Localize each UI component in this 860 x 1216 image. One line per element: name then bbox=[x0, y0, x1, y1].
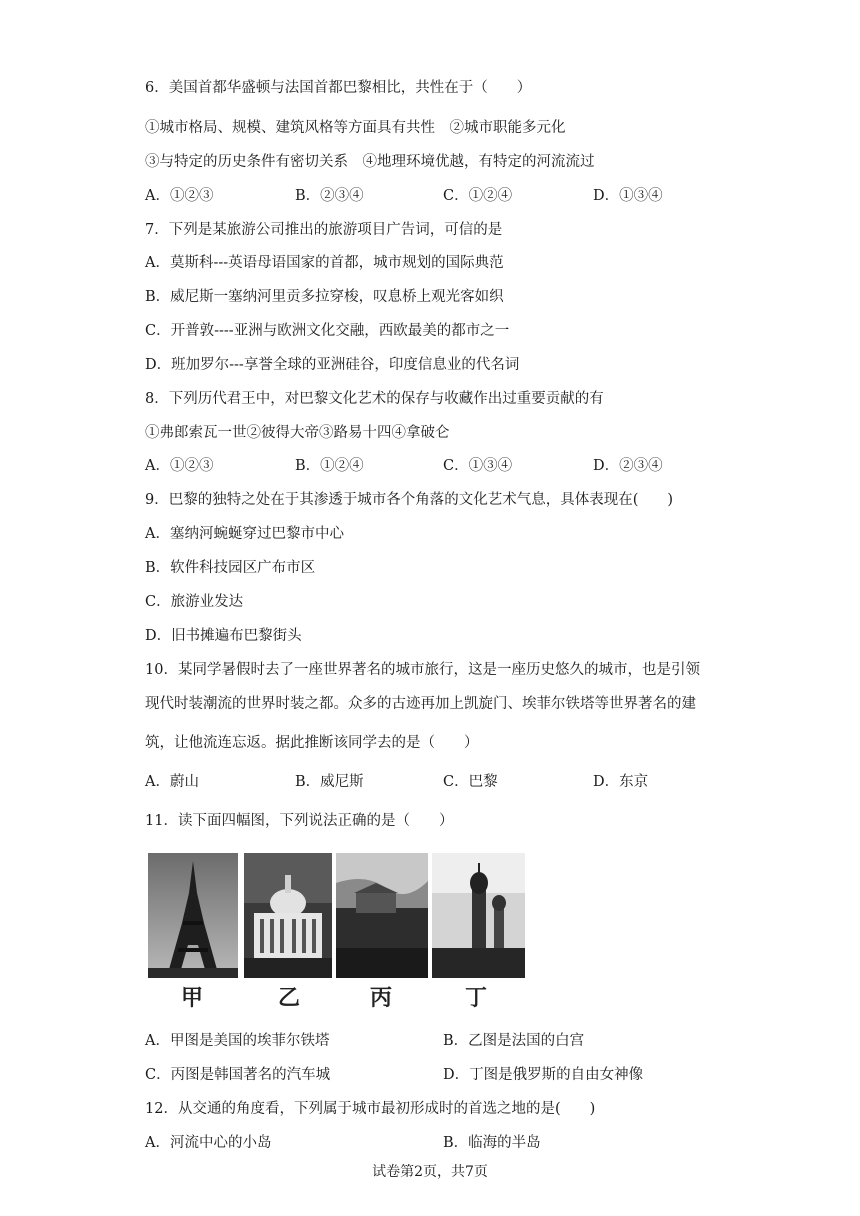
caption-yi: 乙 bbox=[278, 986, 301, 1011]
q8-option-a: A．①②③ bbox=[145, 458, 214, 474]
q8-options bbox=[145, 456, 705, 476]
q10-options bbox=[145, 772, 705, 792]
q10-option-a: A．蔚山 bbox=[145, 774, 199, 790]
q6-options bbox=[145, 186, 705, 206]
q12-stem: 12．从交通的角度看，下列属于城市最初形成时的首选之地的是( ) bbox=[145, 1101, 596, 1117]
photo-jia bbox=[148, 853, 238, 978]
q10-stem-line-3: 筑，让他流连忘返。据此推断该同学去的是（ ） bbox=[145, 735, 479, 751]
photo-ding bbox=[432, 853, 525, 978]
q9-option-c: C．旅游业发达 bbox=[145, 594, 244, 610]
q11-options-row-1 bbox=[145, 1031, 705, 1051]
photo-yi bbox=[244, 853, 332, 978]
q12-option-b: B．临海的半岛 bbox=[443, 1135, 541, 1151]
q10-option-b: B．威尼斯 bbox=[295, 774, 364, 790]
q10-stem-line-2: 现代时装潮流的世界时装之都。众多的古迹再加上凯旋门、埃菲尔铁塔等世界著名的建 bbox=[145, 696, 696, 712]
q6-statement-2: ③与特定的历史条件有密切关系 ④地理环境优越，有特定的河流流过 bbox=[145, 154, 595, 170]
q6-option-d: D．①③④ bbox=[593, 188, 663, 204]
q9-stem: 9．巴黎的独特之处在于其渗透于城市各个角落的文化艺术气息，具体表现在( ) bbox=[145, 492, 674, 508]
q9-option-a: A．塞纳河蜿蜒穿过巴黎市中心 bbox=[145, 526, 344, 542]
q9-option-b: B．软件科技园区广布市区 bbox=[145, 560, 316, 576]
q8-statement-1: ①弗郎索瓦一世②彼得大帝③路易十四④拿破仑 bbox=[145, 425, 450, 441]
q11-options-row-2 bbox=[145, 1065, 705, 1085]
q8-stem: 8．下列历代君王中，对巴黎文化艺术的保存与收藏作出过重要贡献的有 bbox=[145, 391, 604, 407]
q8-option-c: C．①③④ bbox=[443, 458, 513, 474]
q11-option-a: A．甲图是美国的埃菲尔铁塔 bbox=[145, 1033, 330, 1049]
q10-option-d: D．东京 bbox=[593, 774, 649, 790]
q6-option-c: C．①②④ bbox=[443, 188, 513, 204]
q12-option-a: A．河流中心的小岛 bbox=[145, 1135, 272, 1151]
q7-option-d: D．班加罗尔---享誉全球的亚洲硅谷，印度信息业的代名词 bbox=[145, 357, 520, 373]
q7-option-b: B．威尼斯一塞纳河里贡多拉穿梭，叹息桥上观光客如织 bbox=[145, 289, 504, 305]
q9-option-d: D．旧书摊遍布巴黎街头 bbox=[145, 628, 302, 644]
q11-option-c: C．丙图是韩国著名的汽车城 bbox=[145, 1067, 331, 1083]
q6-option-b: B．②③④ bbox=[295, 188, 364, 204]
q11-photo-figure bbox=[145, 853, 530, 1013]
q12-options-row-1 bbox=[145, 1133, 705, 1153]
q11-option-b: B．乙图是法国的白宫 bbox=[443, 1033, 585, 1049]
q6-option-a: A．①②③ bbox=[145, 188, 214, 204]
q6-statement-1: ①城市格局、规模、建筑风格等方面具有共性 ②城市职能多元化 bbox=[145, 120, 566, 136]
q11-option-d: D．丁图是俄罗斯的自由女神像 bbox=[443, 1067, 644, 1083]
caption-jia: 甲 bbox=[181, 986, 204, 1011]
q7-option-a: A．莫斯科---英语母语国家的首都，城市规划的国际典范 bbox=[145, 255, 504, 271]
q8-option-d: D．②③④ bbox=[593, 458, 663, 474]
q10-stem-line-1: 10．某同学暑假时去了一座世界著名的城市旅行，这是一座历史悠久的城市，也是引领 bbox=[145, 662, 700, 678]
photo-bing bbox=[336, 853, 428, 978]
q11-stem: 11．读下面四幅图，下列说法正确的是（ ） bbox=[145, 813, 454, 829]
q8-option-b: B．①②④ bbox=[295, 458, 364, 474]
caption-bing: 丙 bbox=[370, 986, 393, 1011]
page-footer: 试卷第2页，共7页 bbox=[372, 1164, 488, 1180]
q10-option-c: C．巴黎 bbox=[443, 774, 498, 790]
q7-option-c: C．开普敦----亚洲与欧洲文化交融，西欧最美的都市之一 bbox=[145, 323, 510, 339]
q7-stem: 7．下列是某旅游公司推出的旅游项目广告词，可信的是 bbox=[145, 222, 503, 238]
q6-stem: 6．美国首都华盛顿与法国首都巴黎相比，共性在于（ ） bbox=[145, 80, 532, 96]
caption-ding: 丁 bbox=[465, 986, 488, 1011]
